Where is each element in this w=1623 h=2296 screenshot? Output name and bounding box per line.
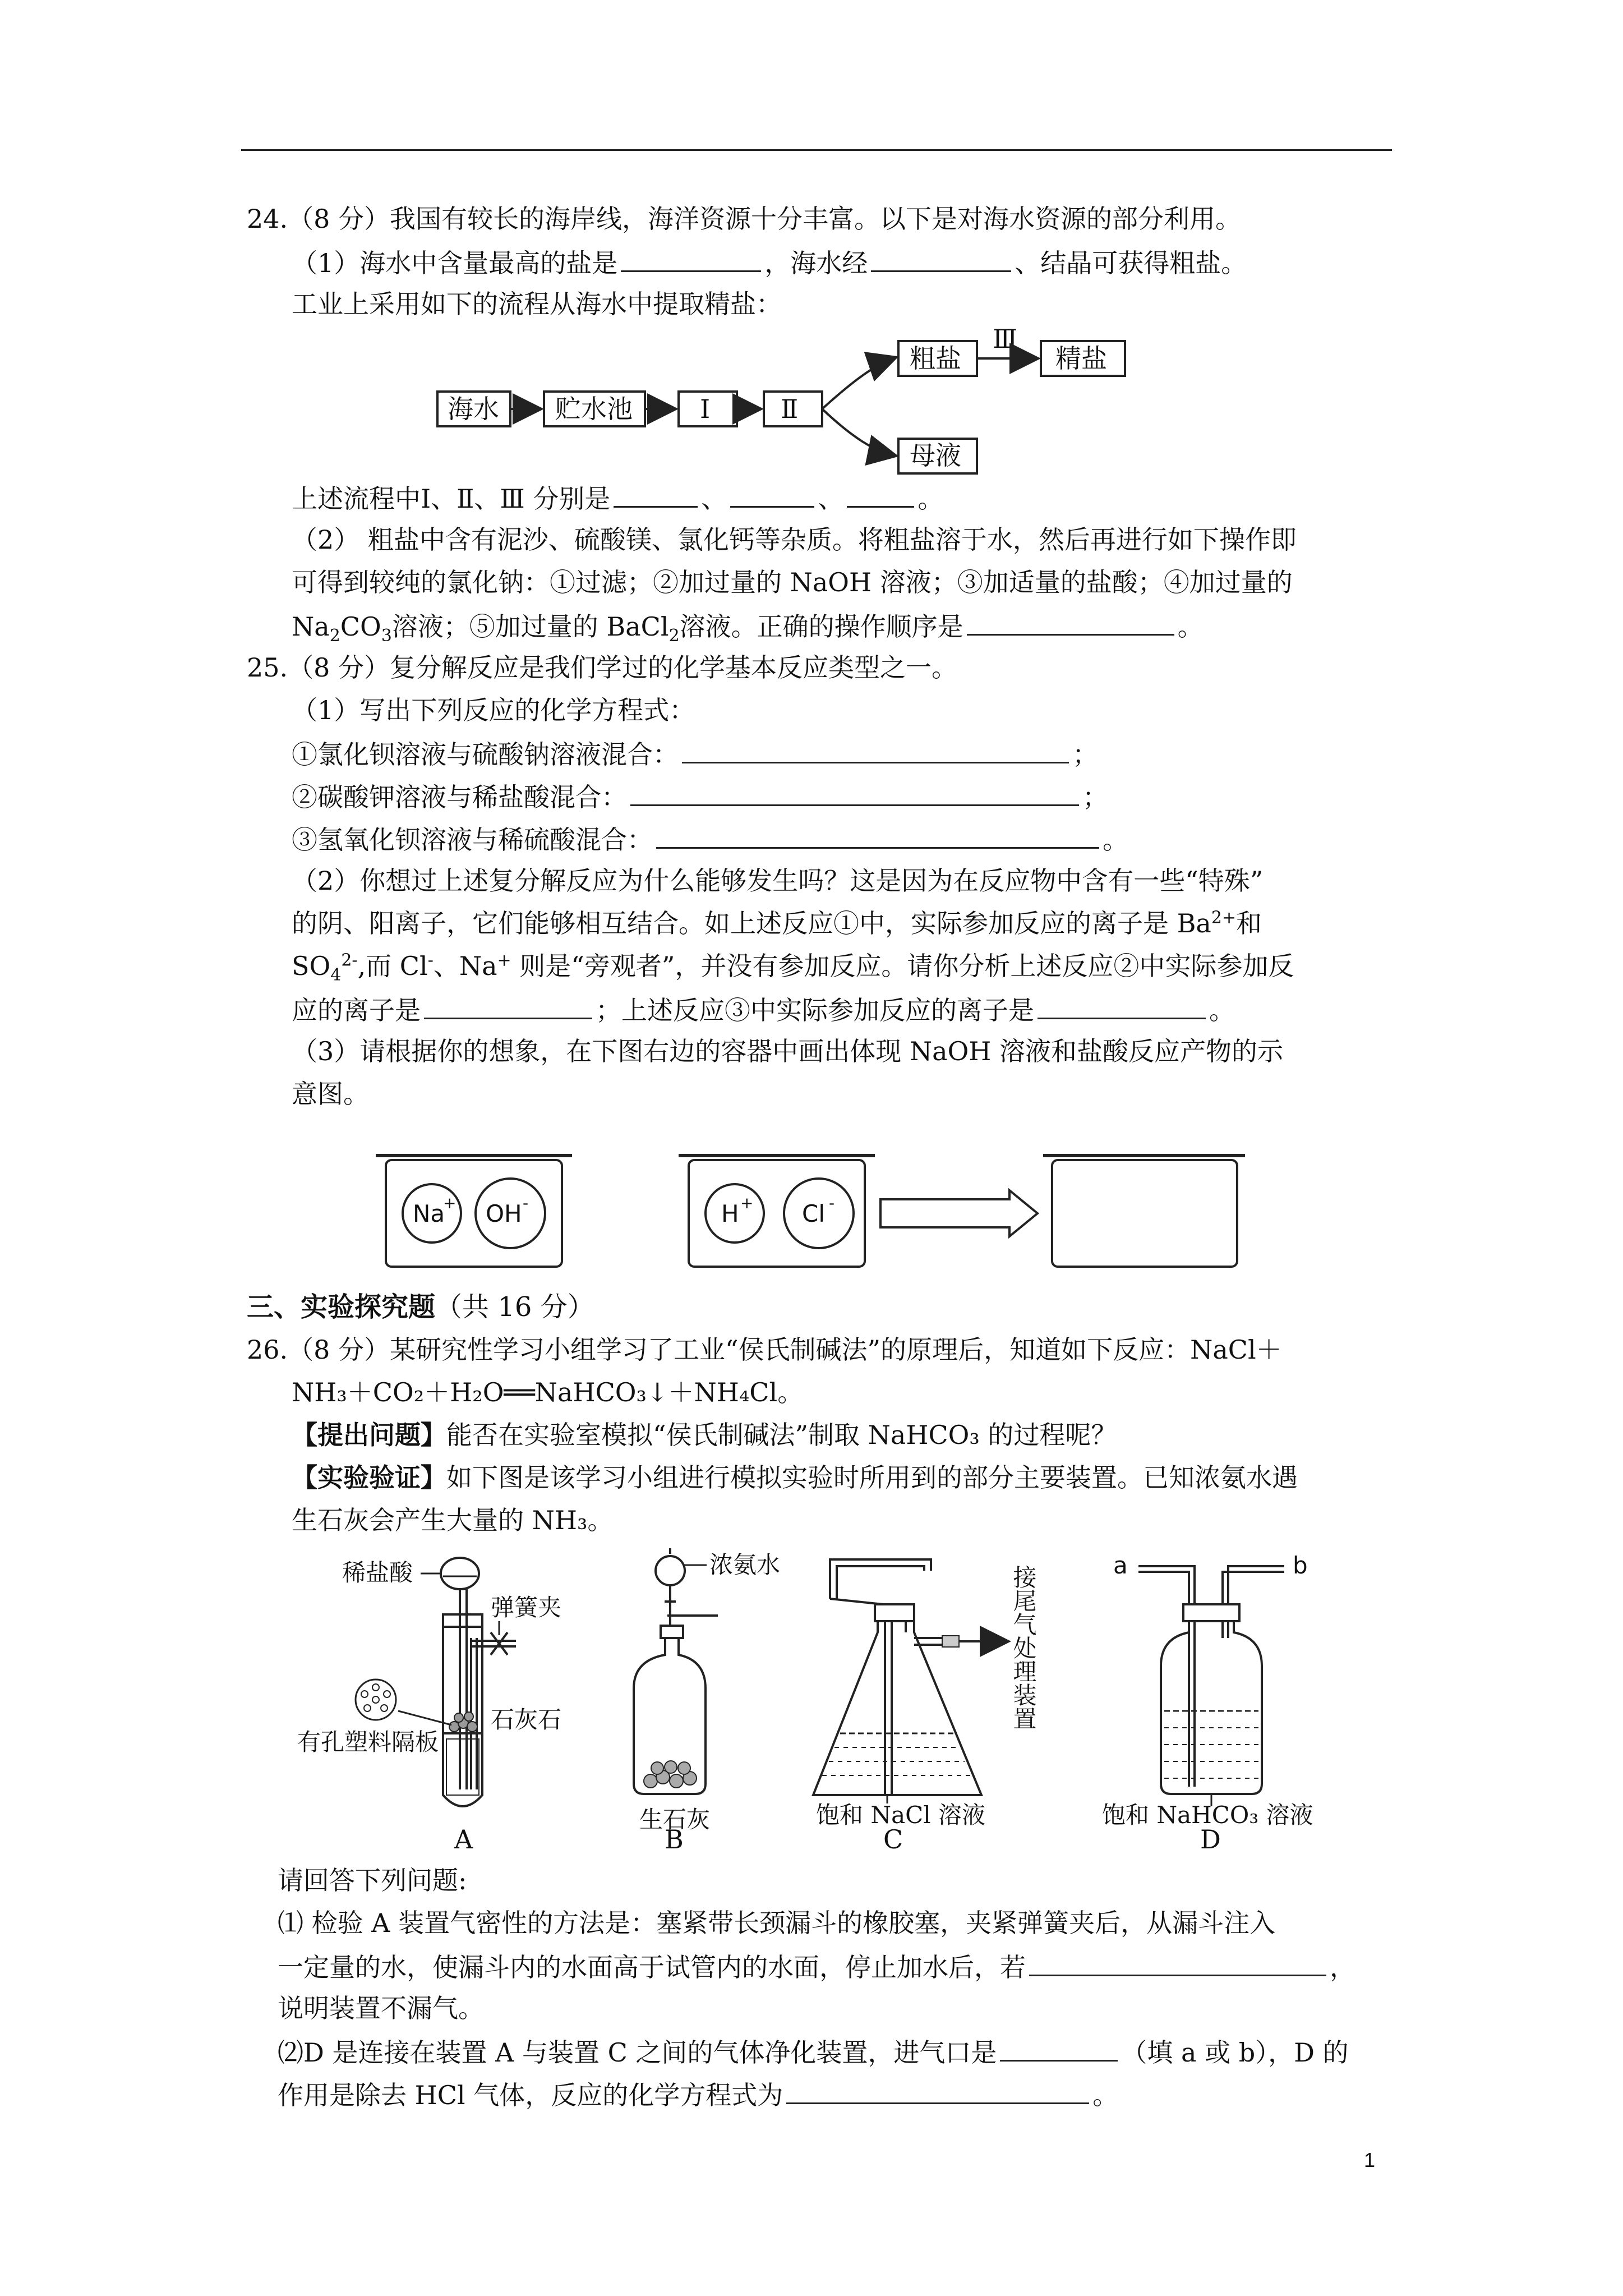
flow-mother: 母液 (910, 440, 961, 471)
answer-blank[interactable] (786, 2077, 1089, 2104)
q25-part2-line1: （2）你想过上述复分解反应为什么能够发生吗？这是因为在反应物中含有一些“特殊” (292, 866, 1264, 896)
q25-reaction2: ②碳酸钾溶液与稀盐酸混合： ； (292, 779, 1108, 814)
stopper-d (1183, 1604, 1239, 1621)
svg-text:+: + (740, 1194, 754, 1212)
apparatus-d (1102, 1552, 1313, 1855)
section3-title: 三、实验探究题（共 16 分） (247, 1291, 594, 1323)
label-limestone: 石灰石 (491, 1706, 562, 1733)
answer-blank[interactable] (967, 608, 1174, 636)
reaction-arrow (880, 1190, 1038, 1236)
container-empty[interactable] (1043, 1156, 1245, 1267)
label-board: 有孔塑料隔板 (297, 1728, 439, 1756)
q26-s2-line1: ⑵D 是连接在装置 A 与装置 C 之间的气体净化装置，进气口是 （填 a 或 b），D 的 (278, 2034, 1349, 2069)
label-d: D (1200, 1824, 1221, 1855)
svg-text:Cl: Cl (802, 1200, 825, 1227)
q26-answer-prompt: 请回答下列问题: (278, 1865, 467, 1895)
q25-part3-line2: 意图。 (292, 1079, 369, 1109)
q26-verify: 【实验验证】如下图是该学习小组进行模拟实验时所用到的部分主要装置。已知浓氨水遇 (292, 1462, 1298, 1493)
label-c: C (883, 1824, 903, 1855)
q26-verify-line2: 生石灰会产生大量的 NH₃。 (292, 1505, 614, 1535)
q26-s1-line1: ⑴ 检验 A 装置气密性的方法是：塞紧带长颈漏斗的橡胶塞，夹紧弹簧夹后，从漏斗注入 (278, 1908, 1276, 1938)
page-number: 1 (1364, 2148, 1376, 2171)
q26-ask: 【提出问题】能否在实验室模拟“侯氏制碱法”制取 NaHCO₃ 的过程呢？ (292, 1420, 1117, 1450)
q24-stem: 24.（8 分）我国有较长的海岸线，海洋资源十分丰富。以下是对海水资源的部分利用。 (247, 204, 1242, 234)
flow-fine: 精盐 (1055, 343, 1107, 374)
answer-blank[interactable] (656, 821, 1099, 849)
spring-clamp (491, 1632, 508, 1655)
label-hcl: 稀盐酸 (342, 1559, 413, 1586)
q26-s2-line2: 作用是除去 HCl 气体，反应的化学方程式为 。 (278, 2077, 1118, 2112)
q25-part2-line2: 的阴、阳离子，它们能够相互结合。如上述反应①中，实际参加反应的离子是 $Ba^{2+}$和 (292, 908, 1262, 938)
answer-blank[interactable] (630, 779, 1079, 806)
apparatus-c (813, 1559, 1038, 1855)
q25-part1: （1）写出下列反应的化学方程式： (292, 695, 695, 725)
flow-seawater: 海水 (448, 394, 499, 424)
apparatus-a (297, 1558, 561, 1855)
svg-text:OH: OH (486, 1200, 522, 1227)
answer-blank[interactable] (424, 992, 592, 1019)
q26-s1-line2: 一定量的水，使漏斗内的水面高于试管内的水面，停止加水后，若 ， (278, 1949, 1355, 1984)
label-nahco3: 饱和 NaHCO₃ 溶液 (1102, 1801, 1313, 1829)
container-hcl (679, 1156, 875, 1267)
q25-reaction1: ①氯化钡溶液与硫酸钠溶液混合： ； (292, 736, 1098, 771)
answer-blank[interactable] (621, 245, 761, 272)
q24-part2-line1: （2） 粗盐中含有泥沙、硫酸镁、氯化钙等杂质。将粗盐溶于水，然后再进行如下操作即 (292, 524, 1297, 555)
q25-stem: 25.（8 分）复分解反应是我们学过的化学基本反应类型之一。 (247, 652, 958, 683)
q25-part2-line4: 应的离子是 ；上述反应③中实际参加反应的离子是 。 (292, 992, 1235, 1027)
label-nacl: 饱和 NaCl 溶液 (816, 1801, 986, 1829)
answer-blank[interactable] (1000, 2034, 1118, 2062)
answer-blank[interactable] (730, 480, 814, 508)
flow-crude: 粗盐 (910, 343, 961, 374)
header-rule (241, 149, 1392, 151)
flow-arrow (822, 358, 895, 409)
funnel-bulb (441, 1558, 479, 1589)
ion-containers-diagram (376, 1144, 1251, 1273)
stopper (443, 1614, 482, 1627)
flow-arrow (822, 409, 895, 455)
label-lime: 生石灰 (639, 1806, 711, 1833)
answer-blank[interactable] (682, 736, 1069, 763)
apparatus-b (634, 1548, 780, 1855)
plate-icon (356, 1680, 396, 1720)
stopper-b (661, 1626, 683, 1638)
port-a: a (1113, 1552, 1128, 1579)
svg-text:H: H (721, 1200, 739, 1227)
label-a: A (454, 1824, 473, 1855)
svg-text:-: - (523, 1194, 529, 1212)
dropping-funnel (656, 1556, 685, 1585)
q24-part2-line3: $Na_2CO_3$溶液；⑤加过量的 BaCl$_2$溶液。正确的操作顺序是 。 (292, 608, 1204, 643)
q26-s1-line3: 说明装置不漏气。 (278, 1993, 484, 2023)
label-clamp: 弹簧夹 (491, 1594, 562, 1621)
q25-reaction3: ③氢氧化钡溶液与稀硫酸混合： 。 (292, 821, 1128, 857)
stopper-c (875, 1604, 914, 1621)
label-ammonia: 浓氨水 (709, 1551, 781, 1579)
flow-step3: Ⅲ (993, 324, 1018, 354)
flow-pool: 贮水池 (555, 394, 633, 424)
q24-part2-line2: 可得到较纯的氯化钠：①过滤；②加过量的 NaOH 溶液；③加适量的盐酸；④加过量的 (292, 567, 1293, 597)
answer-blank[interactable] (1029, 1949, 1326, 1976)
q25-part3-line1: （3）请根据你的想象，在下图右边的容器中画出体现 NaOH 溶液和盐酸反应产物的示 (292, 1036, 1284, 1066)
answer-blank[interactable] (614, 480, 698, 508)
label-b: B (665, 1824, 684, 1855)
apparatus-diagram (292, 1548, 1335, 1862)
container-naoh (376, 1156, 572, 1267)
flow-step2: Ⅱ (781, 394, 799, 424)
q24-flow-intro: 工业上采用如下的流程从海水中提取精盐： (292, 289, 782, 319)
port-b: b (1293, 1552, 1308, 1579)
q25-part2-line3: $SO_4^{2-}$,而 Cl-、Na+ 则是“旁观者”，并没有参加反应。请你分析上述反应②中实际参加反 (292, 950, 1294, 986)
q24-part1: （1）海水中含量最高的盐是 ，海水经 、结晶可获得粗盐。 (292, 245, 1247, 280)
q24-flow-question: 上述流程中Ⅰ、Ⅱ、Ⅲ 分别是 、 、 。 (292, 480, 943, 516)
answer-blank[interactable] (871, 245, 1011, 272)
svg-text:-: - (829, 1194, 835, 1212)
answer-blank[interactable] (847, 480, 914, 508)
salt-flow-diagram (426, 324, 1155, 477)
answer-blank[interactable] (1038, 992, 1206, 1019)
svg-text:+: + (443, 1194, 457, 1212)
label-tail: 接尾气处理装置 (1009, 1565, 1038, 1730)
q26-stem: 26.（8 分）某研究性学习小组学习了工业“侯氏制碱法”的原理后，知道如下反应：NaCl＋ (247, 1335, 1282, 1365)
gas-wash-bottle (1161, 1621, 1262, 1794)
svg-text:Na: Na (413, 1200, 445, 1227)
q26-equation: NH₃＋CO₂＋H₂O══NaHCO₃↓＋NH₄Cl。 (292, 1377, 804, 1407)
flow-step1: Ⅰ (700, 394, 711, 424)
